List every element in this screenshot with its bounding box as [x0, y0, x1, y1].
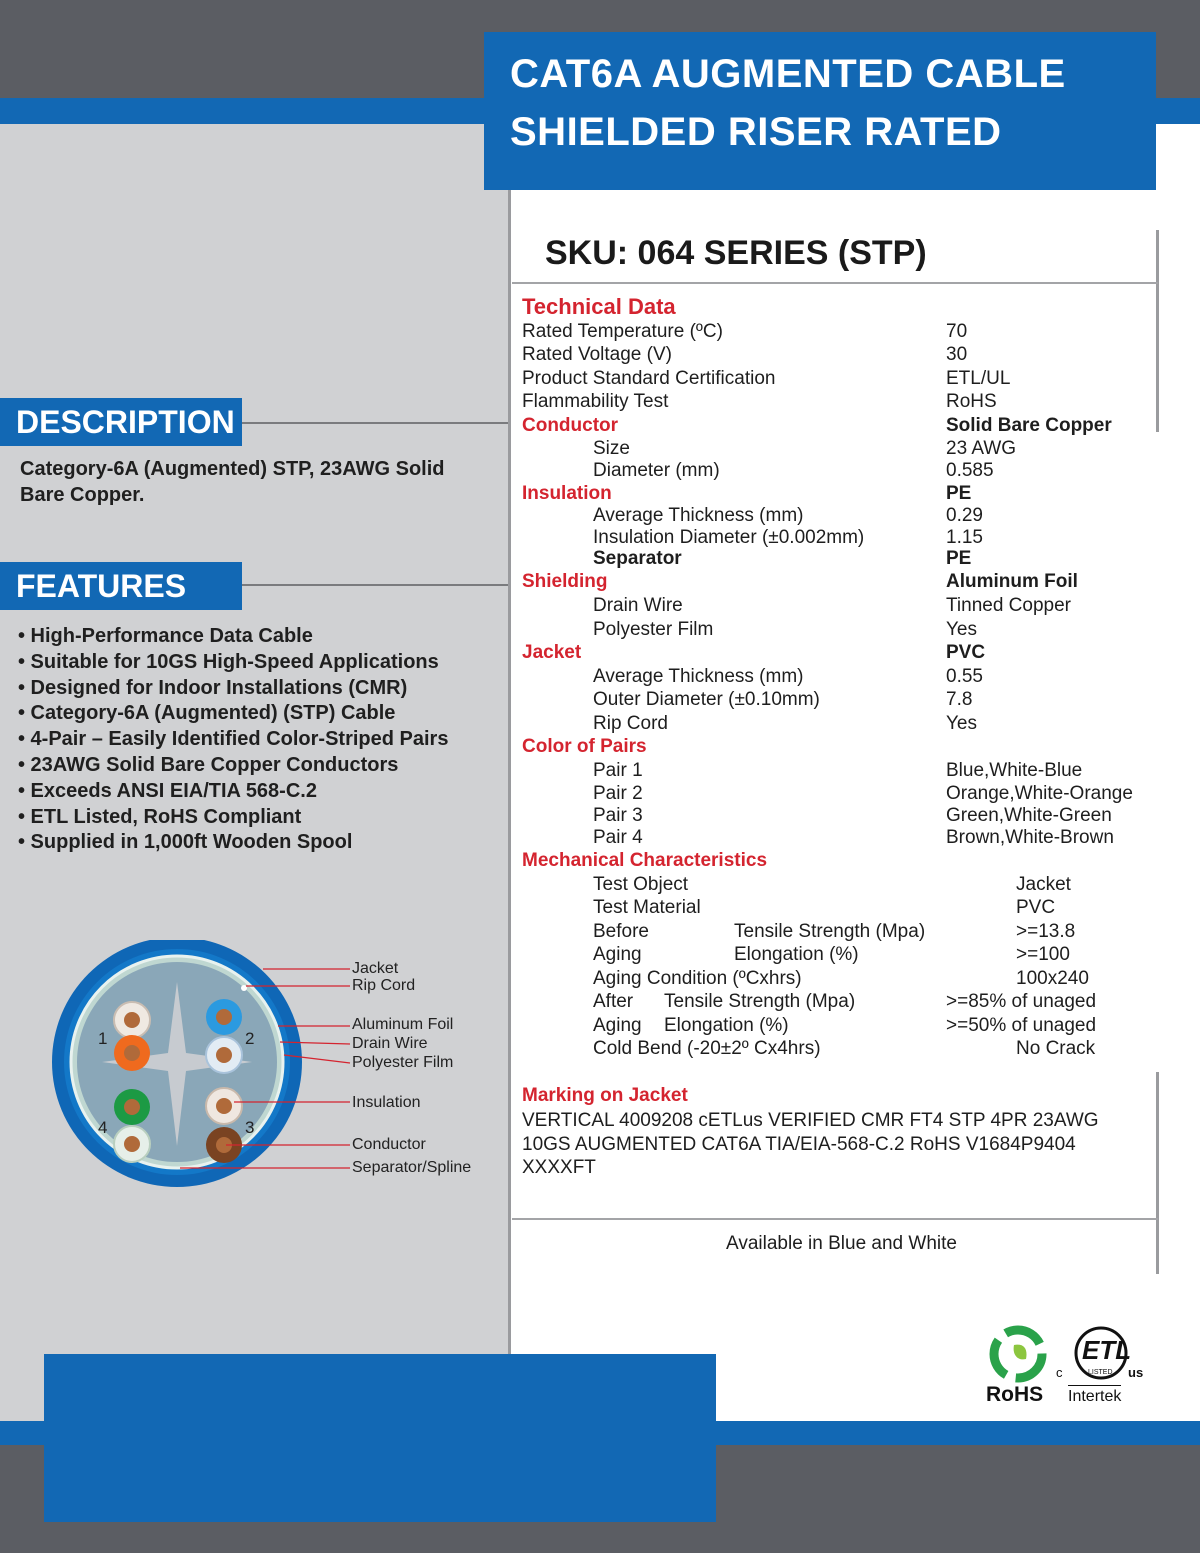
title-line-2: SHIELDED RISER RATED [510, 110, 1002, 154]
features-heading: FEATURES [0, 562, 242, 610]
diagram-label: Drain Wire [352, 1035, 428, 1052]
spec-value: Brown,White-Brown [946, 827, 1114, 848]
rohs-logo [984, 1325, 1052, 1405]
spec-label: Tensile Strength (Mpa) [734, 921, 926, 942]
insulation-value: PE [946, 483, 972, 504]
spec-label: After [593, 991, 634, 1012]
feature-item: • Designed for Indoor Installations (CMR) [18, 676, 408, 699]
spec-label: Rated Voltage (V) [522, 344, 672, 365]
spec-value: >=85% of unaged [946, 991, 1097, 1012]
spec-label: Aging Condition (ºCxhrs) [593, 968, 802, 989]
separator-value: PE [946, 548, 972, 569]
spec-label: Tensile Strength (Mpa) [664, 991, 856, 1012]
separator-label: Separator [593, 548, 682, 569]
spec-value: 0.55 [946, 666, 983, 687]
intertek-text: Intertek [1068, 1385, 1121, 1406]
spec-label: Pair 1 [593, 760, 643, 781]
conductor-value: Solid Bare Copper [946, 415, 1112, 436]
rohs-recycle-icon [984, 1325, 1052, 1383]
title-block [484, 32, 1156, 190]
features-list [18, 624, 448, 856]
spec-label: Elongation (%) [664, 1015, 789, 1036]
pair-number: 3 [245, 1118, 255, 1137]
mechanical-heading: Mechanical Characteristics [522, 850, 768, 871]
jacket-value: PVC [946, 642, 986, 663]
shielding-heading: Shielding [522, 571, 608, 592]
diagram-label: Aluminum Foil [352, 1016, 454, 1033]
diagram-label: Conductor [352, 1136, 426, 1153]
spec-value: >=13.8 [1016, 921, 1076, 942]
jacket-heading: Jacket [522, 642, 582, 663]
spec-label: Rip Cord [593, 713, 668, 734]
spec-value: ETL/UL [946, 368, 1011, 389]
spec-value: 100x240 [1016, 968, 1089, 989]
spec-label: Aging [593, 1015, 642, 1036]
diagram-label: Separator/Spline [352, 1159, 472, 1176]
spec-value: Orange,White-Orange [946, 783, 1133, 804]
spec-label: Before [593, 921, 649, 942]
pair-number: 1 [98, 1029, 108, 1048]
right-edge-line-bottom [1156, 1072, 1159, 1274]
spec-label: Drain Wire [593, 595, 683, 616]
spec-value: 23 AWG [946, 438, 1017, 459]
spec-label: Cold Bend (-20±2º Cx4hrs) [593, 1038, 821, 1059]
rohs-logo-text: RoHS [986, 1383, 1044, 1406]
diagram-label: Polyester Film [352, 1054, 454, 1071]
spec-label: Rated Temperature (ºC) [522, 321, 723, 342]
spec-value: 0.29 [946, 505, 983, 526]
spec-label: Outer Diameter (±0.10mm) [593, 689, 820, 710]
feature-item: • Suitable for 10GS High-Speed Applications [18, 650, 439, 673]
description-heading: DESCRIPTION [0, 398, 242, 446]
title-line-1: CAT6A AUGMENTED CABLE [510, 52, 1066, 96]
etl-us-text: us [1128, 1365, 1144, 1380]
pair-number: 2 [245, 1029, 255, 1048]
spec-value: Green,White-Green [946, 805, 1112, 826]
etl-c-text: c [1056, 1365, 1063, 1380]
technical-data-heading: Technical Data [522, 294, 676, 319]
sku-heading: SKU: 064 SERIES (STP) [545, 234, 927, 272]
spec-value: 7.8 [946, 689, 973, 710]
spec-label: Diameter (mm) [593, 460, 720, 481]
color-of-pairs-heading: Color of Pairs [522, 736, 647, 757]
marking-divider [512, 1218, 1158, 1220]
availability-note: Available in Blue and White [726, 1233, 957, 1254]
diagram-label: Insulation [352, 1094, 421, 1111]
spec-label: Test Object [593, 874, 689, 895]
spec-value: RoHS [946, 391, 997, 412]
spec-value: >=50% of unaged [946, 1015, 1097, 1036]
diagram-label: Jacket [352, 960, 399, 977]
features-rule [242, 584, 508, 586]
spec-value: 30 [946, 344, 968, 365]
feature-item: • Category-6A (Augmented) (STP) Cable [18, 702, 396, 725]
spec-label: Test Material [593, 897, 701, 918]
right-edge-line-top [1156, 230, 1159, 432]
shielding-value: Aluminum Foil [946, 571, 1078, 592]
spec-label: Pair 3 [593, 805, 643, 826]
feature-item: • High-Performance Data Cable [18, 625, 313, 647]
spec-label: Average Thickness (mm) [593, 505, 804, 526]
spec-value: Jacket [1016, 874, 1071, 895]
conductor-heading: Conductor [522, 415, 619, 436]
etl-text: ETL [1082, 1335, 1132, 1365]
spec-label: Polyester Film [593, 619, 714, 640]
spec-label: Size [593, 438, 630, 459]
spec-value: Tinned Copper [946, 595, 1071, 616]
feature-item: • Exceeds ANSI EIA/TIA 568-C.2 [18, 779, 317, 802]
feature-item: • 23AWG Solid Bare Copper Conductors [18, 753, 399, 776]
etl-intertek-logo [1056, 1325, 1146, 1409]
etl-listed-text: LISTED [1088, 1369, 1113, 1376]
spec-value: Blue,White-Blue [946, 760, 1083, 781]
feature-item: • 4-Pair – Easily Identified Color-Striped Pairs [18, 728, 449, 751]
spec-label: Aging [593, 944, 642, 965]
spec-value: >=100 [1016, 944, 1070, 965]
description-text: Category-6A (Augmented) STP, 23AWG Solid Bare Copper. [20, 458, 445, 506]
spec-label: Average Thickness (mm) [593, 666, 804, 687]
sku-underline [512, 282, 1158, 284]
insulation-heading: Insulation [522, 483, 612, 504]
marking-heading: Marking on Jacket [522, 1085, 688, 1106]
spec-label: Flammability Test [522, 391, 669, 412]
spec-label: Pair 4 [593, 827, 643, 848]
spec-label: Insulation Diameter (±0.002mm) [593, 527, 865, 548]
spec-value: Yes [946, 619, 977, 640]
feature-item: • Supplied in 1,000ft Wooden Spool [18, 831, 353, 854]
spec-value: No Crack [1016, 1038, 1096, 1059]
spec-value: 70 [946, 321, 968, 342]
diagram-label: Rip Cord [352, 977, 416, 994]
pair-number: 4 [98, 1118, 108, 1137]
description-rule [242, 422, 508, 424]
spec-value: Yes [946, 713, 977, 734]
bottom-blue-block [44, 1354, 716, 1522]
spec-label: Product Standard Certification [522, 368, 776, 389]
spec-label: Elongation (%) [734, 944, 859, 965]
marking-text: VERTICAL 4009208 cETLus VERIFIED CMR FT4 STP 4PR 23AWG 10GS AUGMENTED CAT6A TIA/EIA-568-C.2 RoHS V1684P9404 XXXXFT [522, 1110, 1099, 1178]
spec-value: 1.15 [946, 527, 983, 548]
feature-item: • ETL Listed, RoHS Compliant [18, 805, 302, 828]
spec-value: 0.585 [946, 460, 994, 481]
spec-value: PVC [1016, 897, 1056, 918]
spec-label: Pair 2 [593, 783, 643, 804]
